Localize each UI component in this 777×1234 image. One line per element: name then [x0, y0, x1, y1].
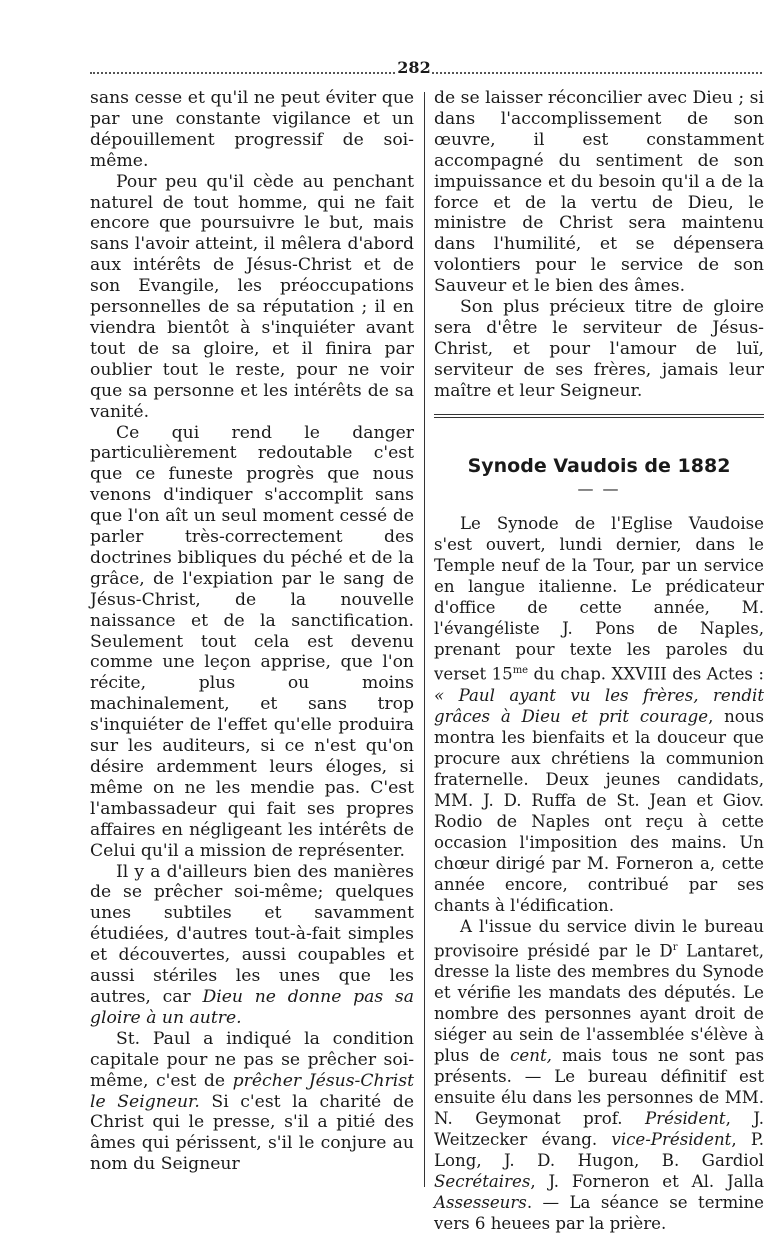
- header-rule-right: [432, 72, 762, 74]
- left-column: [90, 88, 414, 1175]
- paragraph-text: . — La séance se termine vers 6 heuees par la prière.: [434, 1193, 764, 1234]
- paragraph-text: St. Paul a indiqué la condition capitale pour ne pas se prêcher soi-même, c'est de: [90, 1028, 414, 1091]
- emphasis-text: vice-Président: [611, 1130, 732, 1150]
- paragraph: [90, 172, 414, 423]
- column-divider: [424, 92, 425, 1187]
- header-rule-left: [90, 72, 395, 74]
- paragraph-text: , J. Weitzecker évang.: [434, 1109, 764, 1150]
- paragraph: [90, 88, 414, 172]
- synod-article: [434, 513, 764, 1234]
- paragraph-text: mais tous ne sont pas présents. — Le bureau définitif est ensuite élu dans les personnes de MM. N. Geymonat prof.: [434, 1046, 764, 1129]
- emphasis-text: cent,: [510, 1046, 552, 1066]
- paragraph-text: du chap. XXVIII des Actes :: [528, 664, 764, 684]
- paragraph-text: de se laisser réconcilier avec Dieu ; si dans l'accomplissement de son œuvre, il est constamment accompagné du sentiment de son impuissance et du besoin qu'il a de la force et de la vertu de Dieu, le ministre de Christ sera maintenu dans l'humilité, et se dépensera volontiers pour le service de son Sauveur et le bien des âmes.: [434, 88, 764, 297]
- right-column: [434, 88, 764, 1234]
- page-number: 282: [397, 58, 431, 77]
- paragraph: [90, 862, 414, 1029]
- superscript-text: r: [672, 941, 678, 953]
- paragraph-text: , J. Forneron et Al. Jalla: [530, 1172, 764, 1192]
- emphasis-text: « Paul ayant vu les frères, rendit grâces à Dieu et prit courage: [434, 685, 764, 726]
- paragraph: [90, 1029, 414, 1175]
- section-rule: [434, 414, 764, 418]
- paragraph: [90, 423, 414, 862]
- paragraph-text: Lantaret, dresse la liste des membres du Synode et vérifie les mandats des députés. Le nombre des personnes ayant droit de siéger au sein de l'assemblée s'élève à plus de: [434, 941, 764, 1066]
- paragraph-text: Si c'est la charité de Christ qui le presse, s'il a pitié des âmes qui périssent, s'il le conjure au nom du Seigneur: [90, 1091, 414, 1175]
- emphasis-text: Dieu ne donne pas sa gloire à un autre.: [90, 986, 414, 1028]
- section-title: Synode Vaudois de 1882: [467, 454, 731, 477]
- paragraph: [434, 513, 764, 916]
- paragraph: [434, 88, 764, 297]
- emphasis-text: Assesseurs: [434, 1193, 527, 1213]
- paragraph-text: sans cesse et qu'il ne peut éviter que par une constante vigilance et un dépouillement progressif de soi-même.: [90, 88, 414, 171]
- paragraph-text: Pour peu qu'il cède au penchant naturel de tout homme, qui ne fait encore que poursuivre le but, mais sans l'avoir atteint, il mêlera d'abord aux intérêts de Jésus-Christ et de son Evangile, les préoccupations personnelles de sa réputation ; il en viendra bientôt à s'inquiéter avant tout de sa gloire, et il finira par oublier tout le reste, pour ne voir que sa personne et les intérêts de sa vanité.: [90, 171, 414, 422]
- superscript-text: me: [512, 665, 529, 677]
- paragraph-text: Ce qui rend le danger particulièrement redoutable c'est que ce funeste progrès que nous venons d'indiquer s'accomplit sans que l'on aît un seul moment cessé de parler très-correctement des doctrines bibliques du péché et de la grâce, de l'expiation par le sang de Jésus-Christ, de la nouvelle naissance et de la sanctification. Seulement tout cela est devenu comme une leçon apprise, que l'on récite, plus ou moins machinalement, et sans trop s'inquiéter de l'effet qu'elle produira sur les auditeurs, si ce n'est qu'on désire ardemment leurs éloges, si même on ne les mendie pas. C'est l'ambassadeur qui fait ses propres affaires en négligeant les intérêts de Celui qu'il a mission de représenter.: [90, 422, 414, 861]
- paragraph: [434, 916, 764, 1234]
- section-dash: — —: [577, 478, 621, 498]
- emphasis-text: Secrétaires: [434, 1172, 531, 1192]
- emphasis-text: prêcher Jésus-Christ le Seigneur.: [90, 1070, 414, 1112]
- paragraph: [434, 297, 764, 402]
- paragraph-text: Le Synode de l'Eglise Vaudoise s'est ouvert, lundi dernier, dans le Temple neuf de la Tour, par un service en langue italienne. Le prédicateur d'office de cette année, M. l'évangéliste J. Pons de Naples, prenant pour texte les paroles du verset 15: [434, 514, 764, 684]
- paragraph-text: , nous montra les bienfaits et la douceur que procure aux chrétiens la communion fraternelle. Deux jeunes candidats, MM. J. D. Ruffa de St. Jean et Giov. Rodio de Naples ont reçu à cette occasion l'imposition des mains. Un chœur dirigé par M. Forneron a, cette année encore, contribué par ses chants à l'édification.: [434, 706, 764, 915]
- paragraph-text: Il y a d'ailleurs bien des manières de se prêcher soi-même; quelques unes subtiles et savamment étudiées, d'autres tout-à-fait simples et découvertes, aussi coupables et aussi stériles les unes que les autres, car: [90, 861, 414, 1007]
- emphasis-text: Président: [645, 1109, 726, 1129]
- paragraph-text: , P. Long, J. D. Hugon, B. Gardiol: [434, 1130, 764, 1171]
- paragraph-text: Son plus précieux titre de gloire sera d'être le serviteur de Jésus-Christ, et pour l'amour de luï, serviteur de ses frères, jamais leur maître et leur Seigneur.: [434, 297, 764, 401]
- paragraph-text: A l'issue du service divin le bureau provisoire présidé par le D: [434, 916, 764, 961]
